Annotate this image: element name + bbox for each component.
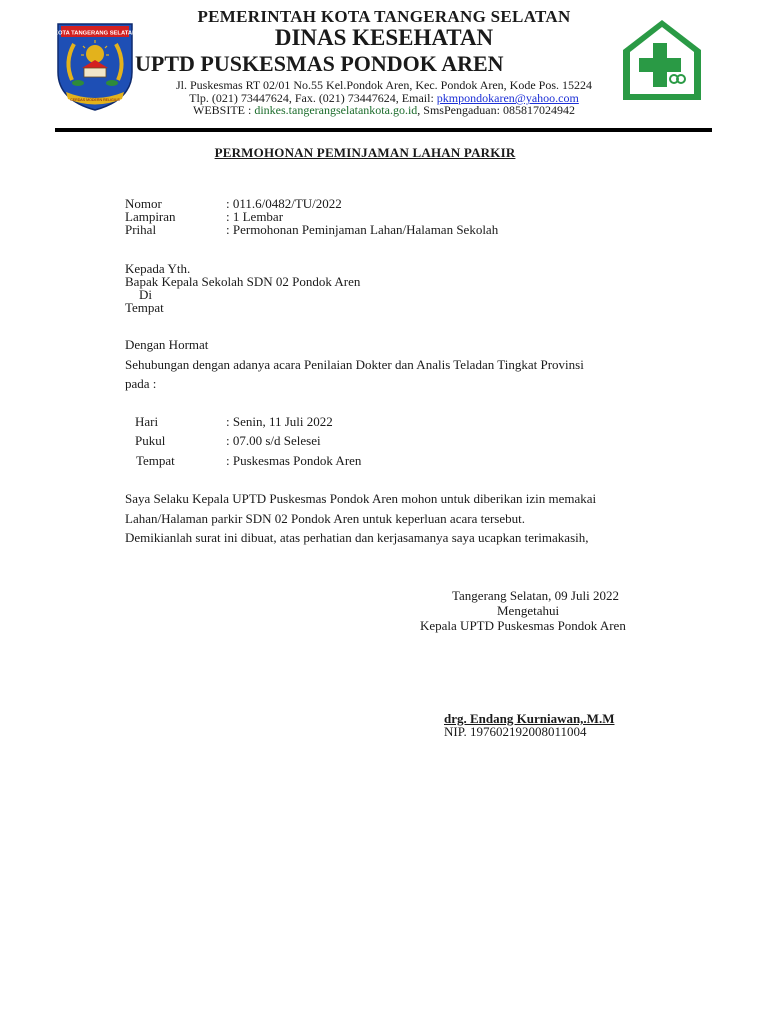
intro-line-2: pada : [125,376,157,391]
meta-label-prihal: Prihal [125,222,157,237]
meta-label-lampiran: Lampiran [125,209,176,224]
greeting: Dengan Hormat [125,337,209,352]
email-link[interactable]: pkmpondokaren@yahoo.com [436,91,579,105]
website-line [0,103,768,118]
letter-title: PERMOHONAN PEMINJAMAN LAHAN PARKIR [214,145,516,160]
recipient-place: Tempat [125,300,164,315]
recipient-salutation: Kepada Yth. [125,261,191,276]
website-label: WEBSITE : [193,103,255,117]
event-label-tempat: Tempat [136,453,175,468]
intro-line-1: Sehubungan dengan adanya acara Penilaian Dokter dan Analis Teladan Tingkat Provinsi [125,357,584,372]
event-value-hari: : Senin, 11 Juli 2022 [226,414,333,429]
event-label-hari: Hari [135,414,159,429]
body-line-1: Saya Selaku Kepala UPTD Puskesmas Pondok Aren mohon untuk diberikan izin memakai [125,491,597,506]
meta-value-nomor: : 011.6/0482/TU/2022 [226,196,342,211]
meta-label-nomor: Nomor [125,196,162,211]
dept-name: DINAS KESEHATAN [274,25,494,50]
closing-line: Demikianlah surat ini dibuat, atas perhatian dan kerjasamanya saya ucapkan terimakasih, [125,530,589,545]
event-label-pukul: Pukul [135,433,166,448]
tel-fax-text: Tlp. (021) 73447624, Fax. (021) 73447624, Email: [189,91,437,105]
event-value-pukul: : 07.00 s/d Selesei [226,433,321,448]
meta-value-prihal: : Permohonan Peminjaman Lahan/Halaman Sekolah [226,222,499,237]
gov-name: PEMERINTAH KOTA TANGERANG SELATAN [197,7,571,26]
signature-place-date: Tangerang Selatan, 09 Juli 2022 [452,588,619,603]
signatory-nip: NIP. 197602192008011004 [444,724,587,739]
emblem-ribbon-text: CERDAS MODERN RELIGIUS [70,98,120,102]
body-line-2: Lahan/Halaman parkir SDN 02 Pondok Aren untuk keperluan acara tersebut. [125,511,525,526]
unit-name: UPTD PUSKESMAS PONDOK AREN [135,51,504,76]
recipient-di: Di [139,287,152,302]
letterhead-divider [55,128,712,132]
event-value-tempat: : Puskesmas Pondok Aren [226,453,362,468]
signature-acknowledge: Mengetahui [497,603,560,618]
meta-value-lampiran: : 1 Lembar [226,209,284,224]
website-link[interactable]: dinkes.tangerangselatankota.go.id [254,103,418,117]
sms-complaint-text: , SmsPengaduan: 085817024942 [417,103,575,117]
address-line: Jl. Puskesmas RT 02/01 No.55 Kel.Pondok Aren, Kec. Pondok Aren, Kode Pos. 15224 [175,78,593,92]
signatory-name: drg. Endang Kurniawan,.M.M [444,711,615,726]
signature-position: Kepala UPTD Puskesmas Pondok Aren [420,618,626,633]
emblem-banner-text: KOTA TANGERANG SELATAN [53,30,137,37]
recipient-name: Bapak Kepala Sekolah SDN 02 Pondok Aren [125,274,361,289]
